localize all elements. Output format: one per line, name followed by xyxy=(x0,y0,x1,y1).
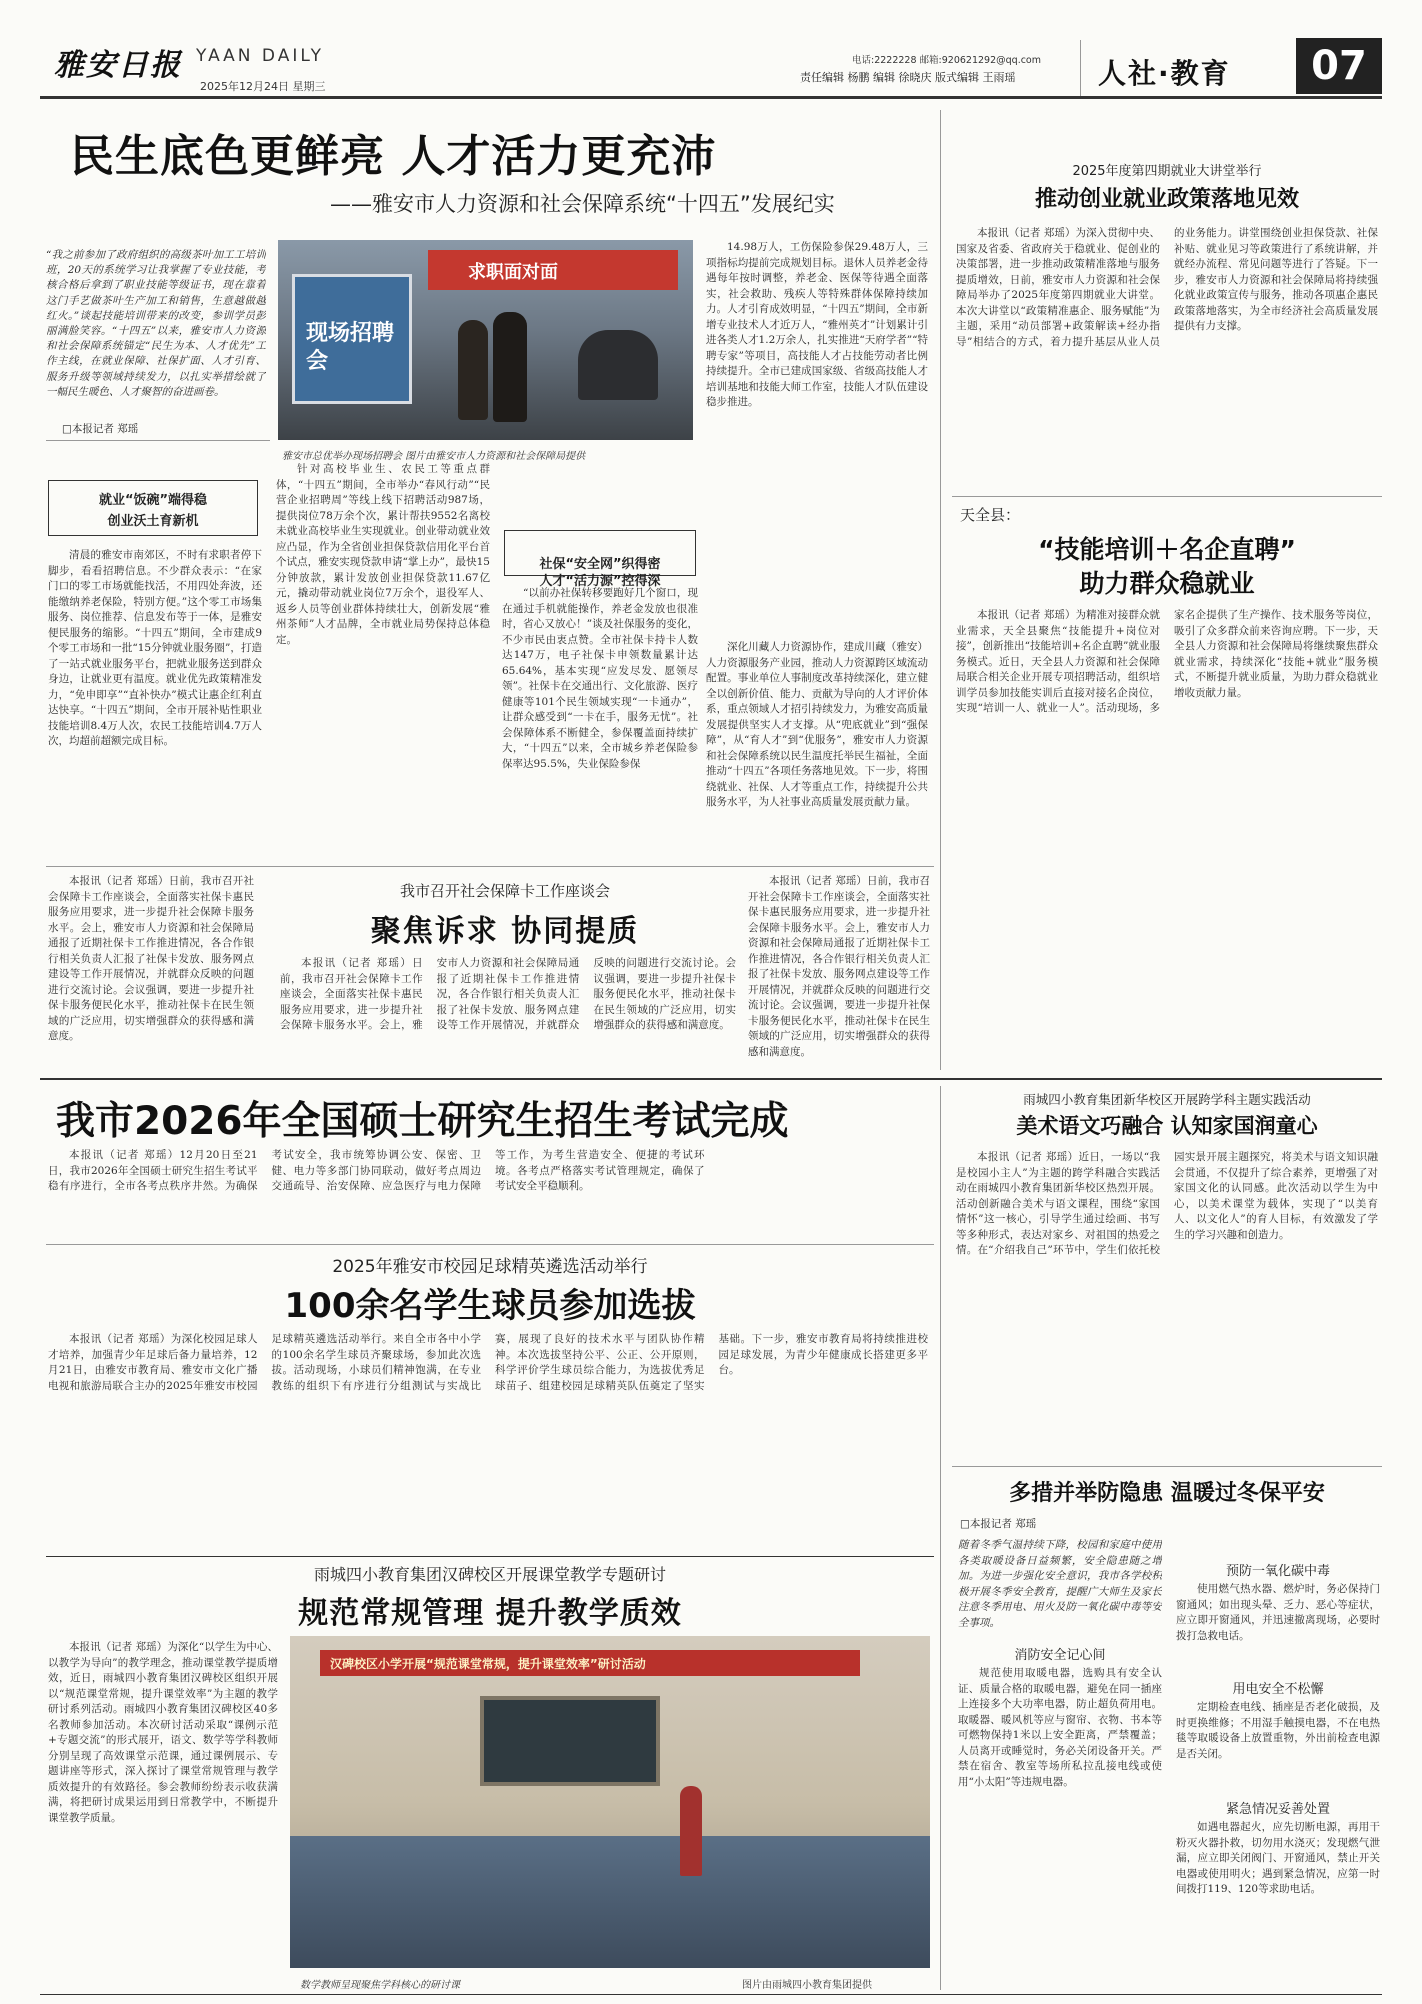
football-headline: 100余名学生球员参加选拔 xyxy=(284,1286,696,1326)
right-mid-headline-2: 助力群众稳就业 xyxy=(1079,569,1255,598)
social-card-text-b: 本报讯（记者 郑瑶）日前，我市召开社会保障卡工作座谈会，全面落实社保卡惠民服务应用要求，进一步提升社会保障卡服务水平。会上，雅安市人力资源和社会保障局通报了近期社保卡工作推进情况，各合作银行相关负责人汇报了社保卡发放、服务网点建设等工作开展情况，并就群众反映的问题进行交流讨论。会议强调，要进一步提升社保卡服务便民化水平，推动社保卡在民生领域的广泛应用，切实增强群众的获得感和满意度。 xyxy=(280,957,736,1031)
header-rule xyxy=(40,96,1382,99)
classroom-caption: 数学教师呈现聚焦学科核心的研讨课 xyxy=(300,1980,460,1991)
football-text: 本报讯（记者 郑瑶）为深化校园足球人才培养，加强青少年足球后备力量培养，12月21日，由雅安市教育局、雅安市文化广播电视和旅游局联合主办的2025年雅安市校园足球精英遴选活动举行。来自全市各中小学的100余名学生球员齐聚球场，参加此次选拔。活动现场，小球员们精神饱满，在专业教练的组织下有序进行分组测试与实战比赛，展现了良好的技术水平与团队协作精神。本次选拔坚持公平、公正、公开原则，科学评价学生球员综合能力，为选拔优秀足球苗子、组建校园足球精英队伍奠定了坚实基础。下一步，雅安市教育局将持续推进校园足球发展，为青少年健康成长搭建更多平台。 xyxy=(48,1333,928,1392)
football-kicker: 2025年雅安市校园足球精英遴选活动举行 xyxy=(332,1257,648,1277)
safety-headline: 多措并举防隐患 温暖过冬保平安 xyxy=(1009,1481,1325,1506)
masthead-logo: 雅安日报 xyxy=(54,48,182,83)
safety-text4: 如遇电器起火，应先切断电源，再用干粉灭火器扑救，切勿用水浇灭；发现燃气泄漏，应立即关闭阀门、开窗通风，禁止开关电器或使用明火；遇到紧急情况，应第一时间拨打119、120等求助电话。 xyxy=(1176,1821,1380,1895)
section-divider xyxy=(952,496,1382,497)
classroom-photo xyxy=(290,1636,930,1968)
section-rule xyxy=(40,1078,1382,1080)
right-top-headline: 推动创业就业政策落地见效 xyxy=(1034,187,1299,212)
safety-sub3: 用电安全不松懈 xyxy=(1232,1682,1324,1697)
safety-sub2: 预防一氧化碳中毒 xyxy=(1225,1564,1330,1579)
safety-byline: □本报记者 郑瑶 xyxy=(960,1518,1037,1530)
section-divider xyxy=(46,1244,934,1245)
lead-column-b: 针对高校毕业生、农民工等重点群体，“十四五”期间，全市举办“春风行动”“民营企业招聘周”等线上线下招聘活动987场，提供岗位78万余个次，累计帮扶9552名离校未就业高校毕业生实现就业。创业带动就业效应凸显，作为全省创业担保贷款信用化平台首个试点，雅安实现贷款申请“掌上办”，最快15分钟放款，累计发放创业担保贷款11.67亿元，撬动带动就业岗位7万余个，退役军人、返乡人员等创业群体持续壮大，创新发展“雅州茶师”人才品牌，全市就业局势保持总体稳定。 xyxy=(276,463,490,646)
exam-headline: 我市2026年全国硕士研究生招生考试完成 xyxy=(56,1099,789,1144)
art-headline: 美术语文巧融合 认知家国润童心 xyxy=(1016,1114,1318,1138)
teaching-headline: 规范常规管理 提升教学质效 xyxy=(298,1596,682,1631)
page-number: 07 xyxy=(1296,38,1382,94)
lead-column-c: “以前办社保转移要跑好几个窗口，现在通过手机就能操作，养老金发放也很准时，省心又放心！”谈及社保服务的变化，不少市民由衷点赞。全市社保卡持卡人数达147万，电子社保卡申领数量累计达65.64%，基本实现“应发尽发、愿领尽领”。社保卡在交通出行、文化旅游、医疗健康等101个民生领域实现“一卡通办”，让群众感受到“一卡在手，服务无忧”。社会保障体系不断健全，参保覆盖面持续扩大，“十四五”以来，全市城乡养老保险参保率达95.5%，失业保险参保 xyxy=(502,587,698,770)
social-card-kicker: 我市召开社会保障卡工作座谈会 xyxy=(399,882,610,900)
lead-column-a: 清晨的雅安市南郊区，不时有求职者停下脚步，看看招聘信息。不少群众表示：“在家门口的零工市场就能找活，不用四处奔波，还能缴纳养老保险，特别方便。”这个零工市场集服务、岗位推荐、信息发布等于一体，是雅安便民服务的缩影。“十四五”期间，全市建成9个零工市场和一批“15分钟就业服务圈”，打造了一站式就业服务平台，把就业服务送到群众身边，让就业更有温度。就业优先政策精准发力，“免申即享”“直补快办”模式让惠企红利直达快享。“十四五”期间，全市开展补贴性职业技能培训8.4万人次，农民工技能培训4.7万人次，均超前超额完成目标。 xyxy=(48,549,262,747)
header-divider xyxy=(1080,40,1081,96)
person-silhouette xyxy=(458,320,488,420)
safety-text3: 定期检查电线、插座是否老化破损，及时更换维修；不用湿手触摸电器，不在电热毯等取暖设备上放置重物，外出前检查电源是否关闭。 xyxy=(1176,1701,1380,1760)
lead-intro: “我之前参加了政府组织的高级茶叶加工工培训班，20天的系统学习让我掌握了专业技能，考核合格后拿到了职业技能等级证书，现在靠着这门手艺做茶叶生产加工和销售，生意越做越红火。”谈起技能培训带来的改变，参训学员彭丽满脸笑容。“十四五”以来，雅安市人力资源和社会保障系统锚定“民生为本、人才优先”工作主线，在就业保障、社保扩面、人才引育、服务升级等领域持续发力，以扎实举措绘就了一幅民生暖色、人才聚智的奋进画卷。 xyxy=(46,249,266,398)
editor-line: 责任编辑 杨鹏 编辑 徐晓庆 版式编辑 王雨瑶 xyxy=(800,71,1016,84)
art-kicker: 雨城四小教育集团新华校区开展跨学科主题实践活动 xyxy=(1023,1092,1311,1107)
lead-column-d: 14.98万人，工伤保险参保29.48万人，三项指标均提前完成规划目标。退休人员养老金待遇每年按时调整，养老金、医保等待遇全面落实，社会救助、残疾人等特殊群体保障持续加力。人才引育成效明显，“十四五”期间，全市新增专业技术人才近万人，“雅州英才”计划累计引进各类人才1.2万余人，扎实推进“天府学者”“特聘专家”等项目，高技能人才占技能劳动者比例持续提升。全市已建成国家级、省级高技能人才培训基地和技能大师工作室，技能人才队伍建设稳步推进。 xyxy=(706,241,928,408)
recruitment-fair-photo xyxy=(278,240,693,440)
contact-line: 电话:2222228 邮箱:920621292@qq.com xyxy=(852,55,1041,66)
section-divider xyxy=(952,1466,1382,1467)
section-divider xyxy=(46,866,934,867)
column-divider xyxy=(940,1086,941,1990)
subhead-box xyxy=(48,480,258,536)
photo-banner-text: 求职面对面 xyxy=(468,262,558,283)
exam-text: 本报讯（记者 郑瑶）12月20日至21日，我市2026年全国硕士研究生招生考试平稳有序进行，全市各考点秩序井然。为确保考试安全，我市统筹协调公安、保密、卫健、电力等多部门协同联动，做好考点周边交通疏导、治安保障、应急医疗与电力保障等工作，为考生营造安全、便捷的考试环境。各考点严格落实考试管理规定，确保了考试安全平稳顺利。 xyxy=(48,1149,705,1192)
teaching-kicker: 雨城四小教育集团汉碑校区开展课堂教学专题研讨 xyxy=(313,1565,666,1584)
safety-text2: 使用燃气热水器、燃炉时，务必保持门窗通风；如出现头晕、乏力、恶心等症状，应立即开窗通风，并迅速撤离现场，必要时拨打急救电话。 xyxy=(1176,1583,1380,1642)
lead-column-c-top xyxy=(502,462,698,486)
safety-intro: 随着冬季气温持续下降，校园和家庭中使用各类取暖设备日益频繁，安全隐患随之增加。为进一步强化安全意识，我市各学校积极开展冬季安全教育，提醒广大师生及家长注意冬季用电、用火及防一氧化碳中毒等安全事项。 xyxy=(958,1539,1162,1629)
safety-text1: 规范使用取暖电器，选购具有安全认证、质量合格的取暖电器，避免在同一插座上连接多个大功率电器，防止超负荷用电。取暖器、暖风机等应与窗帘、衣物、书本等可燃物保持1米以上安全距离，严禁覆盖；人员离开或睡觉时，务必关闭设备开关。严禁在宿舍、教室等场所私拉乱接电线或使用“小太阳”等违规电器。 xyxy=(958,1667,1162,1788)
social-card-headline: 聚焦诉求 协同提质 xyxy=(370,914,640,949)
social-card-text-c: 本报讯（记者 郑瑶）日前，我市召开社会保障卡工作座谈会，全面落实社保卡惠民服务应用要求，进一步提升社会保障卡服务水平。会上，雅安市人力资源和社会保障局通报了近期社保卡工作推进情况，各合作银行相关负责人汇报了社保卡发放、服务网点建设等工作开展情况，并就群众反映的问题进行交流讨论。会议强调，要进一步提升社保卡服务便民化水平，推动社保卡在民生领域的广泛应用，切实增强群众的获得感和满意度。 xyxy=(748,875,930,1058)
lead-subheadline: ——雅安市人力资源和社会保障系统“十四五”发展纪实 xyxy=(330,192,835,216)
masthead-english: YAAN DAILY xyxy=(196,46,324,66)
person-silhouette xyxy=(578,330,658,400)
col-c-box: 社保“安全网”织得密 人才“活力源”控得深 xyxy=(539,557,661,589)
issue-date: 2025年12月24日 星期三 xyxy=(200,80,326,93)
safety-text-cont xyxy=(1176,1514,1380,1558)
lead-byline: □本报记者 郑瑶 xyxy=(62,423,139,435)
right-top-kicker: 2025年度第四期就业大讲堂举行 xyxy=(1072,164,1262,179)
right-top-text: 本报讯（记者 郑瑶）为深入贯彻中央、国家及省委、省政府关于稳就业、促创业的决策部署，进一步推动政策精准落地与服务提质增效，日前，雅安市人力资源和社会保障局举办了2025年度第四期就业大讲堂。本次大讲堂以“政策精准惠企、服务赋能”为主题，采用“动员部署+政策解读+经办指导”相结合的方式，着力提升基层从业人员的业务能力。讲堂围绕创业担保贷款、社保补贴、就业见习等政策进行了系统讲解，并就经办流程、常见问题等进行了答疑。下一步，雅安市人力资源和社会保障局将持续强化就业政策宣传与服务，推动各项惠企惠民政策落地落实，为全市经济社会高质量发展提供有力支撑。 xyxy=(956,227,1378,348)
page-bottom-rule xyxy=(40,1994,1382,1995)
lead-headline: 民生底色更鲜亮 人才活力更充沛 xyxy=(70,131,717,182)
person-silhouette xyxy=(493,312,527,422)
classroom-photo-credit: 图片由雨城四小教育集团提供 xyxy=(742,1980,872,1991)
right-mid-kicker: 天全县： xyxy=(960,506,1021,524)
col-a-head2: 创业沃土育新机 xyxy=(107,514,199,529)
intro-divider xyxy=(46,440,270,441)
social-card-text-a: 本报讯（记者 郑瑶）日前，我市召开社会保障卡工作座谈会，全面落实社保卡惠民服务应用要求，进一步提升社会保障卡服务水平。会上，雅安市人力资源和社会保障局通报了近期社保卡工作推进情况，各合作银行相关负责人汇报了社保卡发放、服务网点建设等工作开展情况，并就群众反映的问题进行交流讨论。会议强调，要进一步提升社保卡服务便民化水平，推动社保卡在民生领域的广泛应用，切实增强群众的获得感和满意度。 xyxy=(48,875,254,1042)
teacher-silhouette xyxy=(680,1786,702,1876)
right-mid-text: 本报讯（记者 郑瑶）为精准对接群众就业需求，天全县聚焦“技能提升+岗位对接”，创新推出“技能培训+名企直聘”就业服务模式。近日，天全县人力资源和社会保障局联合相关企业开展专项招聘活动，组织培训学员参加技能实训后直接对接名企岗位，实现“培训一人、就业一人”。活动现场，多家名企提供了生产操作、技术服务等岗位，吸引了众多群众前来咨询应聘。下一步，天全县人力资源和社会保障局将继续聚焦群众就业需求，持续深化“技能+就业”服务模式，不断提升就业质量，为助力群众稳就业增收贡献力量。 xyxy=(956,609,1378,714)
right-mid-headline-1: “技能培训＋名企直聘” xyxy=(1038,535,1296,564)
art-text: 本报讯（记者 郑瑶）近日，一场以“我是校园小主人”为主题的跨学科融合实践活动在雨城四小教育集团新华校区热烈开展。活动创新融合美术与语文课程，围绕“家国情怀”这一核心，引导学生通过绘画、书写等多种形式，表达对家乡、对祖国的热爱之情。在“介绍我自己”环节中，学生们依托校园实景开展主题探究，将美术与语文知识融会贯通，不仅提升了综合素养，更增强了对家国文化的认同感。此次活动以学生为中心，以美术课堂为载体，实现了“以美育人、以文化人”的育人目标，有效激发了学生的学习兴趣和创造力。 xyxy=(956,1151,1378,1256)
classroom-banner-text: 汉碑校区小学开展“规范课堂常规，提升课堂效率”研讨活动 xyxy=(330,1657,646,1671)
lead-column-e: 深化川藏人力资源协作，建成川藏（雅安）人力资源服务产业园，推动人力资源跨区域流动配置。事业单位人事制度改革持续深化，建立健全以创新价值、能力、贡献为导向的人才评价体系，重点领域人才招引持续发力，为雅安高质量发展提供坚实人才支撑。从“兜底就业”到“强保障”，从“育人才”到“优服务”，雅安市人力资源和社会保障系统以民生温度托举民生福祉，全面推动“十四五”各项任务落地见效。下一步，将围绕就业、社保、人才等重点工作，持续提升公共服务水平，为人社事业高质量发展贡献力量。 xyxy=(706,641,928,808)
col-a-head1: 就业“饭碗”端得稳 xyxy=(98,493,208,508)
photo-sign-text: 现场招聘会 xyxy=(306,321,395,374)
students-rows xyxy=(290,1836,930,1968)
lead-photo-caption: 雅安市总优举办现场招聘会 图片由雅安市人力资源和社会保障局提供 xyxy=(282,451,586,462)
screen xyxy=(480,1696,660,1786)
safety-sub4: 紧急情况妥善处置 xyxy=(1225,1802,1330,1817)
teaching-text: 本报讯（记者 郑瑶）为深化“以学生为中心、以教学为导向”的教学理念，推动课堂教学提质增效，近日，雨城四小教育集团汉碑校区组织开展以“规范课堂常规，提升课堂效率”为主题的教学研讨系列活动。雨城四小教育集团汉碑校区40多名教师参加活动。本次研讨活动采取“课例示范+专题交流”的形式展开，语文、数学等学科教师分别呈现了高效课堂示范课，通过课例展示、专题讲座等形式，深入探讨了课堂常规管理与教学质效提升的有效路径。参会教师纷纷表示收获满满，将把研讨成果运用到日常教学中，不断提升课堂教学质量。 xyxy=(48,1641,278,1824)
section-divider xyxy=(46,1556,934,1557)
safety-sub1: 消防安全记心间 xyxy=(1014,1648,1106,1663)
section-name: 人社·教育 xyxy=(1098,57,1231,90)
subhead-box xyxy=(504,530,696,589)
column-divider xyxy=(940,110,941,1070)
